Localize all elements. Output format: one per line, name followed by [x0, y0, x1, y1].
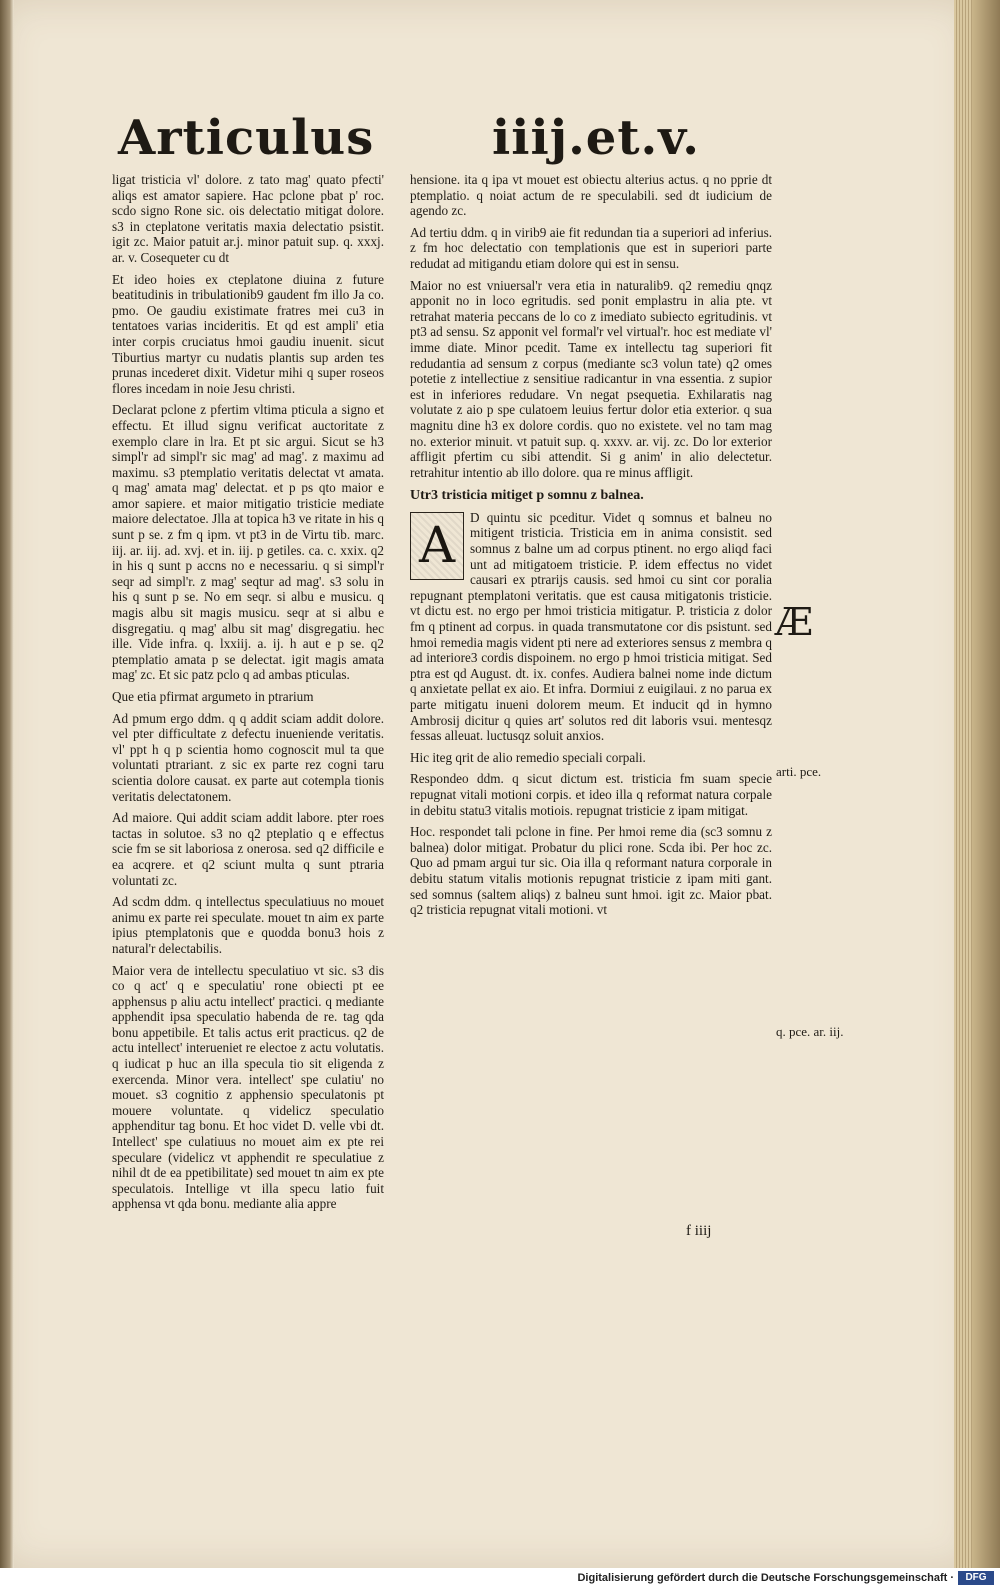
left-paragraph: Et ideo hoies ex cteplatone diuina z future beatitudinis in tribulationib9 gaudent fm illo Ja co. pmo. Oe gaudiu existimate fratres mei cu3 in tentatoes varias incideritis. Et qd est ampli' etia inter corpis cruciatus hmoi gaudiu inuenit. sicut Tiburtius martyr cu nudatis plantis sup arden tes prunas incederet dixit. Videtur mihi q super roseos flores incedam in noie Jesu christi. — [112, 271, 384, 396]
decorated-initial: A — [410, 512, 464, 580]
right-paragraph: hensione. ita q ipa vt mouet est obiectu alterius actus. q no pprie dt ptemplatio. q noiat actum de re speculabili. sed dt iudicium de agendo zc. — [410, 172, 772, 219]
right-paragraph: Respondeo ddm. q sicut dictum est. tristicia fm suam specie repugnat vitali motioni corpis. et ideo illa q reformat natura corpale in debitu statu3 vitalis motiois. repugnat tristicie z ipam mitigat. — [410, 771, 772, 818]
left-paragraph: Declarat pclone z pfertim vltima pticula a signo et effectu. Et illud signu verificat auctoritate z exemplo clare in lra. Et pt sic argui. Sicut se h3 simpl'r ad simpl'r sic mag' ad mag'. z maximu ad maximu. s3 ptemplatio veritatis delectat vt amata. q mag' amata mag' delectat. et p ps qto maior e amor sapiere. et maior mitigatio tristicie mediate maiore delectatoe. Jlla at topica h3 ve ritate in his q sunt p se. z fm q ipm. vt pt3 in de Virtu tib. marc. iij. ar. iij. ad. xvj. et in. iij. p getiles. ca. c. xxix. q2 in his q sunt p accns no e necessariu. q si simpl'r seqr ad simpl'r. z mag' seqtur ad mag'. s3 solu in his q sunt p se. No em seqr. si albu e musicu. q magis albu sit magis musicu. seqr at si albu e disgregatiu. q mag' albu sit mag' disgregatiu. hec ille. Vide infra. q. lxxiij. a. ij. h aut e p se. q2 ptemplatio amata p se delectat. igit magis amata mag' zc. Et sic patz pclo q ad ambas pticulas. — [112, 402, 384, 683]
marginal-mark: Æ — [775, 600, 814, 644]
right-paragraph: Hoc. respondet tali pclone in fine. Per hmoi reme dia (sc3 somnu z balnea) dolor mitigat. Probatur du plici rone. Scda ibi. Per hoc zc. Quo ad pmam argui tur sic. Oia illa q reformant natura corporale in debitu statum vitalis motionis repugnat tristicie z ipam miti gant. sed somnus (saltem aliqs) z balneu sunt hmoi. igit zc. Maior pbat. q2 tristicia repugnat vitali motioni. vt — [410, 824, 772, 918]
dfg-logo: DFG — [958, 1571, 994, 1585]
left-paragraph: Ad maiore. Qui addit sciam addit labore. pter roes tactas in solutoe. s3 no q2 pteplatio q e effectus scie fm se sit laboriosa z onerosa. sed q2 difficile e ea acqrere. et q2 sciunt multa q sunt ptraria voluntati zc. — [112, 810, 384, 888]
fore-edge — [972, 0, 1000, 1568]
margin-note: q. pce. ar. iij. — [776, 1024, 844, 1039]
left-paragraph: Maior vera de intellectu speculatiuo vt sic. s3 dis co q act' q e speculatiu' rone obiecti pt ee apphensus p aliu actu intellect' practici. q mediante apphendit ipsa speculatio habenda de re. tag qda bonu appetibile. Et talis actus erit practicus. q2 de actu intellect' interueniet re electoe z actu volutatis. q iudicat p huc an illa specula tio sit eligenda z exercenda. Minor vera. intellect' spe culatiu' no mouet. s3 cognitio z apphensio speculatonis pt mouere voluntate. q videlicz speculatio apphenditur tag bonu. Et hoc videt D. velle vbi dt. Intellect' spe culatiuus no mouet aim ex pte rei speculare (videlicz vt apphendit re speculatiue z nihil dt de ea ppetibilitate) sed mouet tn aim ex pte speculatois. Intellige vt illa specu latio fuit apphensa vt qda bonu. mediante alia appre — [112, 962, 384, 1212]
page-edges — [954, 0, 972, 1568]
running-head-right: iiij.et.v. — [492, 110, 700, 166]
right-paragraph: Hic iteg qrit de alio remedio speciali corpali. — [410, 749, 646, 765]
book-spine — [0, 0, 14, 1568]
footer-credit: Digitalisierung gefördert durch die Deutsche Forschungsgemeinschaft · — [577, 1572, 954, 1584]
right-paragraph: Ad tertiu ddm. q in virib9 aie fit redundan tia a superiori ad inferius. z fm hoc delectatio con templationis que est in superiori parte redudat ad mitigandu etiam dolore qui est in sensu. — [410, 224, 772, 271]
left-paragraph: ligat tristicia vl' dolore. z tato mag' quato pfecti' aliqs est amator sapiere. Hac pclone pbat p' roc. scdo signo Rone sic. ois delectatio mitigat dolore. s3 in cteplatone veritatis maxia delectatio psistit. igit zc. Maior patuit ar.j. minor patuit sup. q. xxxj. ar. v. Cosequeter cu dt — [112, 172, 384, 265]
right-column — [410, 172, 772, 924]
right-paragraph-with-initial — [410, 510, 772, 744]
left-column — [112, 172, 384, 1218]
right-paragraph: Maior no est vniuersal'r vera etia in naturalib9. q2 remediu qnqz apponit no in loco egritudis. sed ponit emplastru in alia pte. vt retrahat materia peccans de lo co z imediato subiecto egritudinis. vt pt3 ad sensu. Sz apponit vel formal'r vel virtual'r. hoc est mediate vl' imme diate. Minor pcedit. Tame ex intellectu tag superiori fit redudantia ad sensum z corpus (mediante sc3 volun tate) q2 omes potetie z intellectiue z sensitiue radicantur in vna essentia. z supior est in inferiores redudare. Vn negat psequetia. Exhilaratis nag volutate z aio p spe culatoem leuius fertur dolor etia exterior. q sua magnitu dine h3 ex dolore cordis. quo no existete. vel no tam mag no. exterior minuit. vt patuit sup. q. xxxv. ar. vij. zc. Do lor exterior affligit pfertim cu sibi attendit. Si g anim' in alio delectetur. retrahitur intentio ab illo dolore. qua re minus affligit. — [410, 277, 772, 480]
left-paragraph: Que etia pfirmat argumeto in ptrarium — [112, 689, 314, 704]
article-heading: Utr3 tristicia mitiget p somnu z balnea. — [410, 488, 644, 504]
margin-note: arti. pce. — [776, 764, 822, 779]
left-paragraph: Ad pmum ergo ddm. q q addit sciam addit dolore. vel pter difficultate z defectu inueniende veritatis. vl' ppt h q p scientia homo cognoscit mul ta que voluntati ptrariant. z sic ex parte rez cogni taru scientia dolore causat. ex parte aut cotempla tionis veritatis delectatonem. — [112, 710, 384, 804]
footer-bar — [0, 1568, 1000, 1590]
right-paragraph-text: D quintu sic pceditur. Videt q somnus et balneu no mitigent tristicia. Tristicia em in anima consistit. sed somnus z balne um ad corpus ptinent. no ergo aliqd faci unt ad mitigatoem tristicie. P. idem effectus no videt causari ex ptrarijs causis. sed hmoi cu sint cor poralia repugnant ptemplatoni veritatis. que est causa mitigatonis tristicie. vt dictu est. no ergo per hmoi tristicia mitigatur. P. tristicia z dolor fm q ptinent ad corpus. in quada transmutatone cor dis psistunt. sed hmoi remedia magis vident pti nere ad exteriores sensus z membra q ad interiore3 cordis dispoinem. no ergo p hmoi tristicia mitigat. Sed ptra est qd August. dt. ix. confes. Audiera balnei nome inde dictum q anxietate pellat ex aio. Et infra. Dormiui z euigilaui. z no parua ex parte mitigatu inueni dolorem meum. Et inducit qd in hymno Ambrosij dicitur q quies art' solutos red dit laboris vsui. mentesqz fessas alleuat. luctusqz soluit anxios. — [410, 509, 772, 744]
left-paragraph: Ad scdm ddm. q intellectus speculatiuus no mouet animu ex parte rei speculate. mouet tn aim ex parte ipius ptemplatonis que e quodda bonu3 hois z natural'r delectabilis. — [112, 894, 384, 956]
running-head-left: Articulus — [118, 110, 375, 166]
signature-mark: f iiij — [686, 1223, 712, 1239]
